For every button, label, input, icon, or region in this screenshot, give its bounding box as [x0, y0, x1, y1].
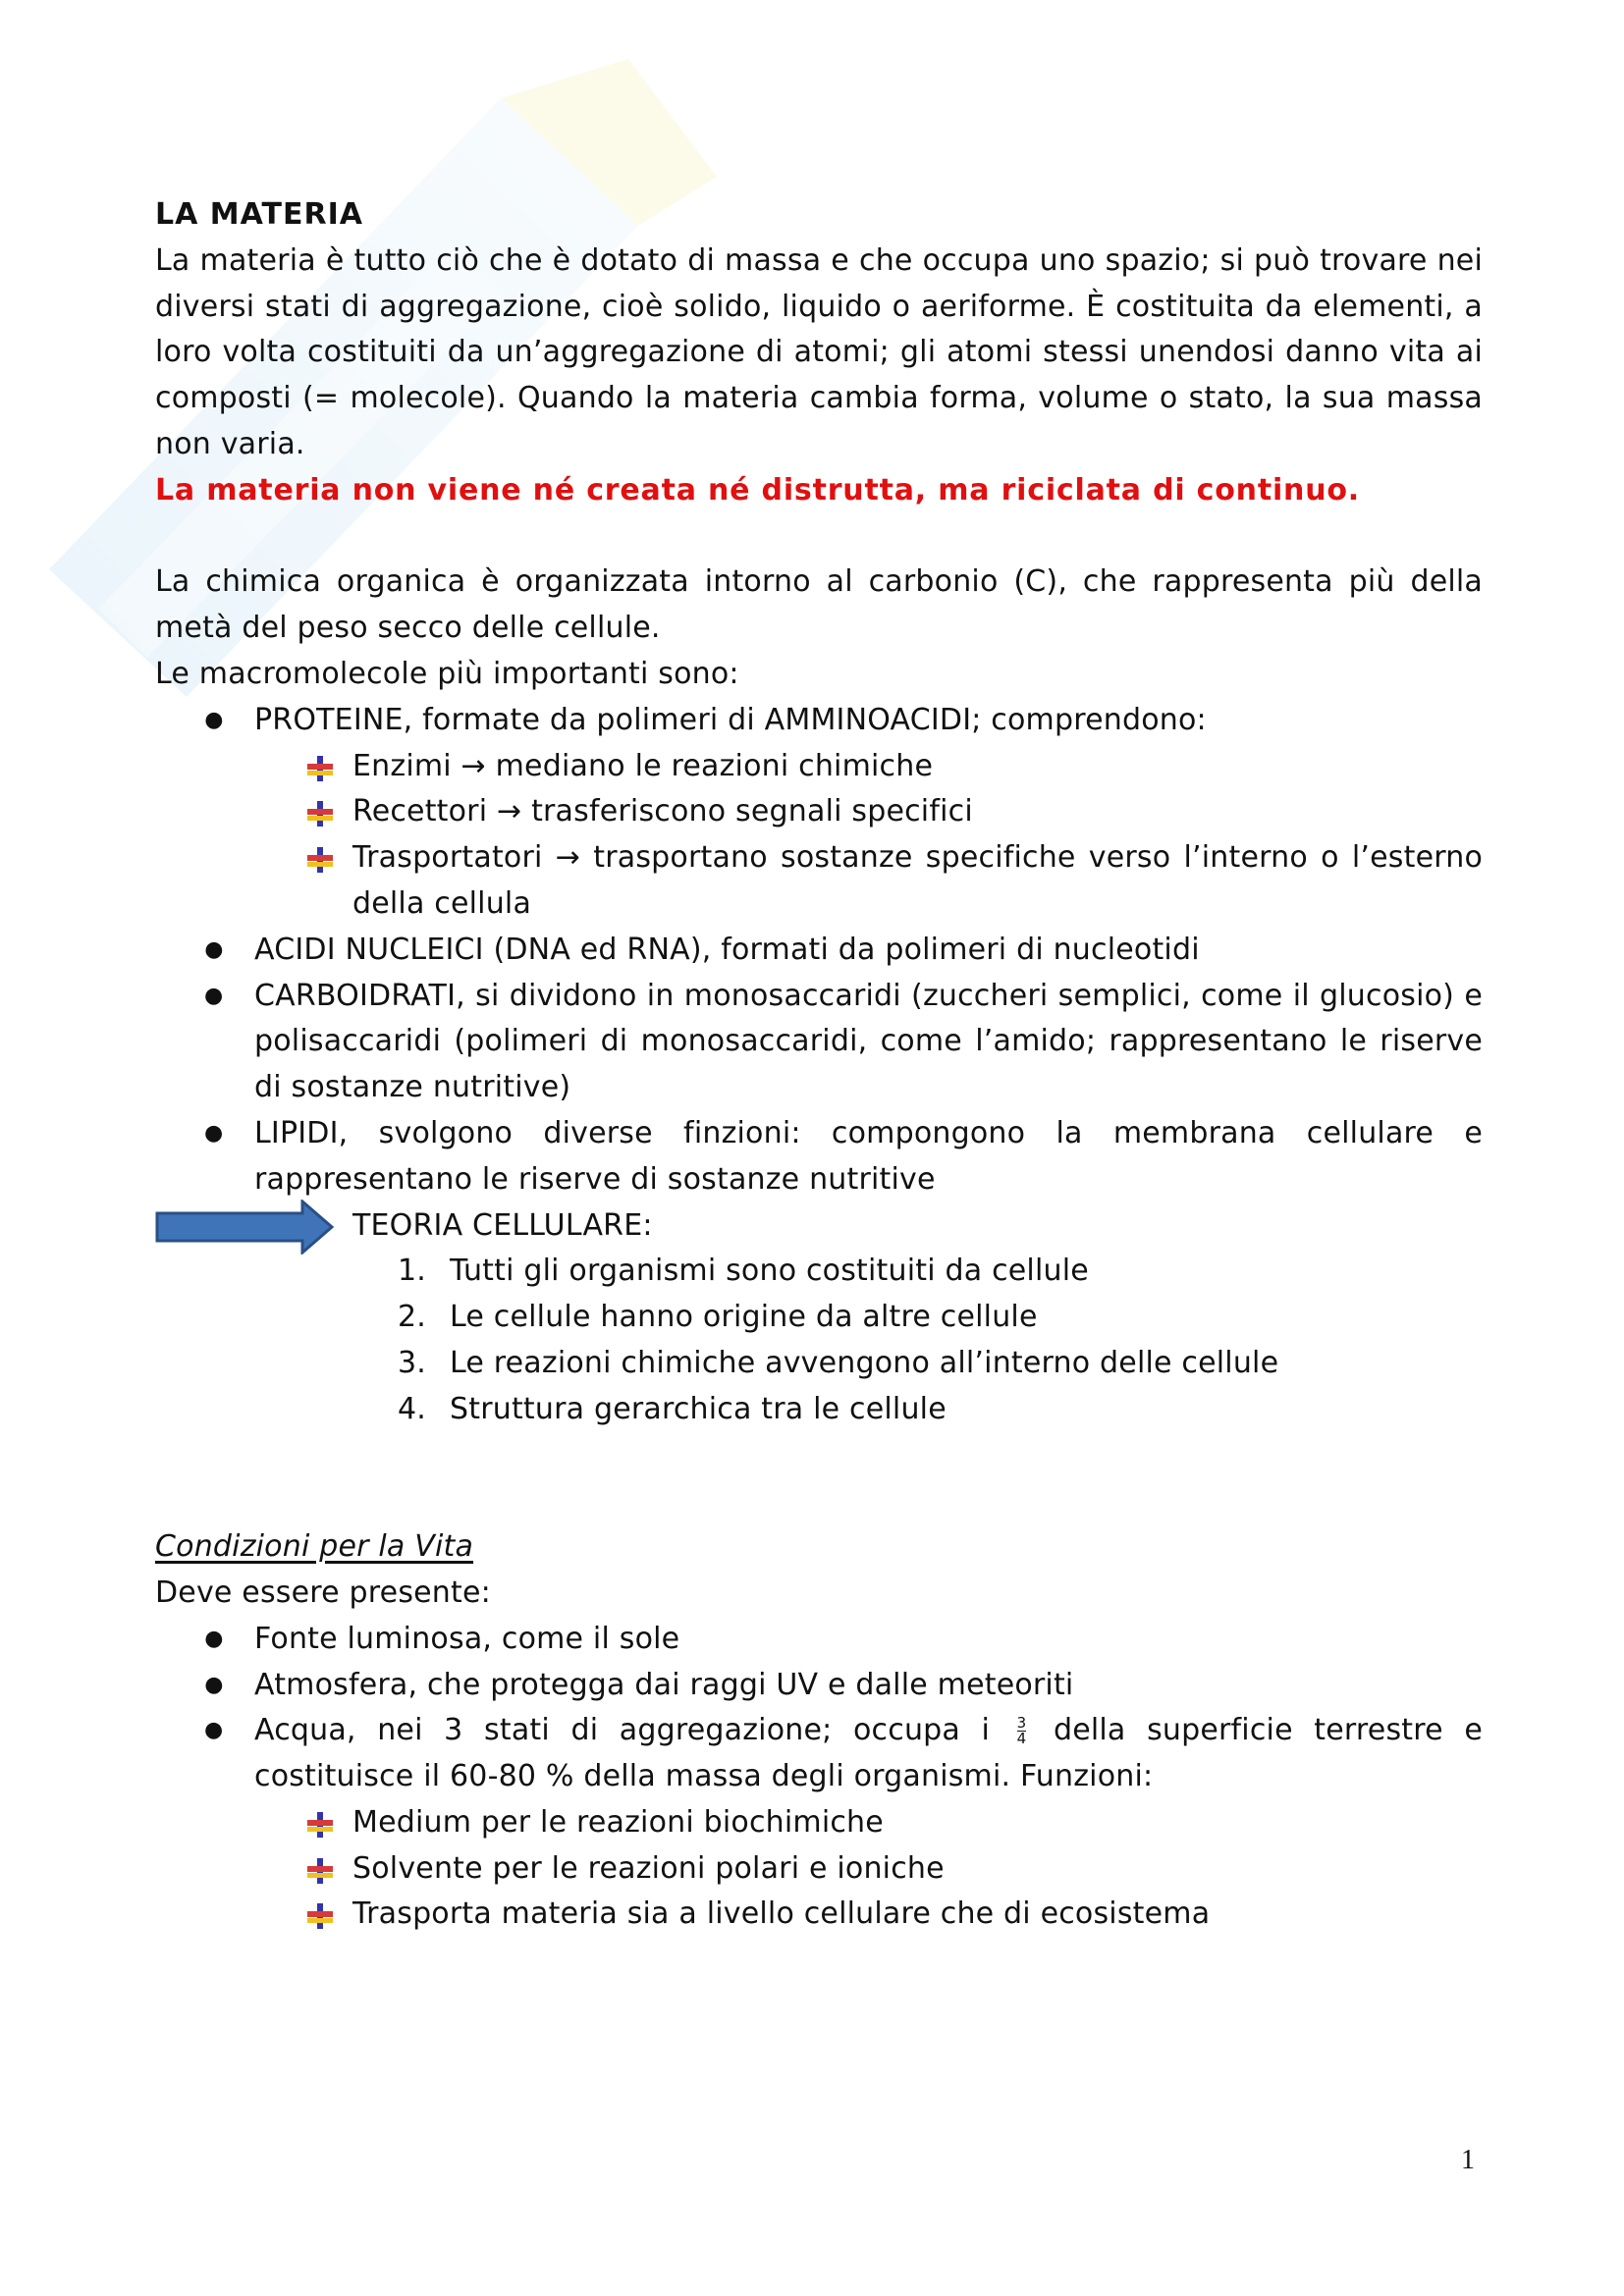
list-item	[155, 1663, 1483, 1709]
plus-bullet-icon	[307, 1858, 333, 1884]
list-item	[155, 1341, 1483, 1387]
organic-chemistry-paragraph: La chimica organica è organizzata intorno al carbonio (C), che rappresenta più della metà del peso secco delle cellule.	[155, 564, 1483, 646]
water-text-start: Acqua, nei 3 stati di aggregazione; occupa i	[254, 1713, 991, 1748]
list-item	[155, 928, 1483, 974]
list-item-text: Le reazioni chimiche avvengono all’interno delle cellule	[450, 1345, 1279, 1380]
list-number: 4.	[398, 1391, 427, 1426]
list-item-text: Le cellule hanno origine da altre cellule	[450, 1300, 1038, 1335]
list-item	[155, 1846, 1483, 1893]
plus-bullet-icon	[307, 847, 333, 873]
list-item-text: Solvente per le reazioni polari e ioniche	[352, 1850, 945, 1886]
list-item	[155, 698, 1483, 744]
list-item-text: Fonte luminosa, come il sole	[254, 1621, 680, 1656]
list-number: 3.	[398, 1345, 427, 1380]
list-item-text: Trasporta materia sia a livello cellulare che di ecosistema	[352, 1896, 1211, 1932]
list-item-text: Tutti gli organismi sono costituiti da cellule	[450, 1254, 1089, 1289]
list-item	[155, 744, 1483, 790]
list-item-text: ACIDI NUCLEICI (DNA ed RNA), formati da polimeri di nucleotidi	[254, 932, 1200, 967]
bullet-icon: ●	[204, 983, 224, 1008]
list-item-text: CARBOIDRATI, si dividono in monosaccaridi (zuccheri semplici, come il glucosio) e polisaccaridi (polimeri di monosaccaridi, come l’amido; rappresentano le riserve di sostanze nutritive)	[254, 978, 1483, 1105]
list-item	[155, 835, 1483, 928]
list-item	[155, 1800, 1483, 1846]
list-item	[155, 1617, 1483, 1663]
list-number: 1.	[398, 1254, 427, 1289]
plus-bullet-icon	[307, 1812, 333, 1838]
list-item	[155, 789, 1483, 835]
cell-theory-list	[155, 1249, 1483, 1432]
life-conditions-list	[155, 1617, 1483, 1800]
macromolecules-intro: Le macromolecole più importanti sono:	[155, 656, 739, 691]
water-functions-list	[155, 1800, 1483, 1938]
page-number: 1	[1461, 2145, 1475, 2175]
bullet-icon: ●	[204, 1120, 224, 1146]
life-intro: Deve essere presente:	[155, 1575, 491, 1610]
fraction-denominator: 4	[1016, 1730, 1027, 1748]
fraction-numerator: 3	[1016, 1714, 1027, 1733]
plus-bullet-icon	[307, 801, 333, 827]
bullet-icon: ●	[204, 1718, 224, 1743]
page-title: LA MATERIA	[155, 197, 363, 232]
water-text-end: della superficie terrestre e costituisce il 60-80 % della massa degli organismi. Funzioni:	[254, 1713, 1483, 1794]
list-item-text: LIPIDI, svolgono diverse finzioni: compongono la membrana cellulare e rappresentano le riserve di sostanze nutritive	[254, 1115, 1483, 1197]
list-item	[155, 1892, 1483, 1938]
macromolecules-list	[155, 698, 1483, 744]
highlight-statement: La materia non viene né creata né distrutta, ma riciclata di continuo.	[155, 472, 1360, 507]
list-item	[155, 1249, 1483, 1295]
list-item-text: Struttura gerarchica tra le cellule	[450, 1391, 947, 1426]
list-item-text: Enzimi → mediano le reazioni chimiche	[352, 748, 934, 783]
list-item-text: Recettori → trasferiscono segnali specifici	[352, 794, 973, 829]
right-arrow-icon	[155, 1200, 334, 1255]
list-item-text: Medium per le reazioni biochimiche	[352, 1804, 884, 1840]
list-item-text: PROTEINE, formate da polimeri di AMMINOACIDI; comprendono:	[254, 702, 1207, 737]
list-item	[155, 1111, 1483, 1203]
macromolecules-list-cont	[155, 928, 1483, 1203]
plus-bullet-icon	[307, 1903, 333, 1929]
bullet-icon: ●	[204, 1672, 224, 1697]
cell-theory-heading-row	[155, 1203, 1483, 1250]
bullet-icon: ●	[204, 936, 224, 962]
fraction	[1017, 1716, 1027, 1746]
list-item-text: Atmosfera, che protegga dai raggi UV e dalle meteoriti	[254, 1667, 1074, 1702]
bullet-icon: ●	[204, 707, 224, 732]
cell-theory-heading: TEORIA CELLULARE:	[352, 1207, 653, 1243]
list-item-text: Trasportatori → trasportano sostanze specifiche verso l’interno o l’esterno della cellula	[352, 840, 1483, 921]
bullet-icon: ●	[204, 1626, 224, 1651]
document-body	[155, 192, 1483, 1938]
intro-paragraph: La materia è tutto ciò che è dotato di massa e che occupa uno spazio; si può trovare nei diversi stati di aggregazione, cioè solido, liquido o aeriforme. È costituita da elementi, a loro volta costituiti da un’aggregazione di atomi; gli atomi stessi unendosi danno vita ai composti (= molecole). Quando la materia cambia forma, volume o stato, la sua massa non varia.	[155, 242, 1483, 461]
plus-bullet-icon	[307, 756, 333, 781]
list-item	[155, 974, 1483, 1111]
protein-types-list	[155, 744, 1483, 928]
list-item	[155, 1387, 1483, 1433]
list-item	[155, 1295, 1483, 1341]
section-heading: Condizioni per la Vita	[155, 1529, 474, 1565]
list-item	[155, 1708, 1483, 1800]
list-number: 2.	[398, 1300, 427, 1335]
